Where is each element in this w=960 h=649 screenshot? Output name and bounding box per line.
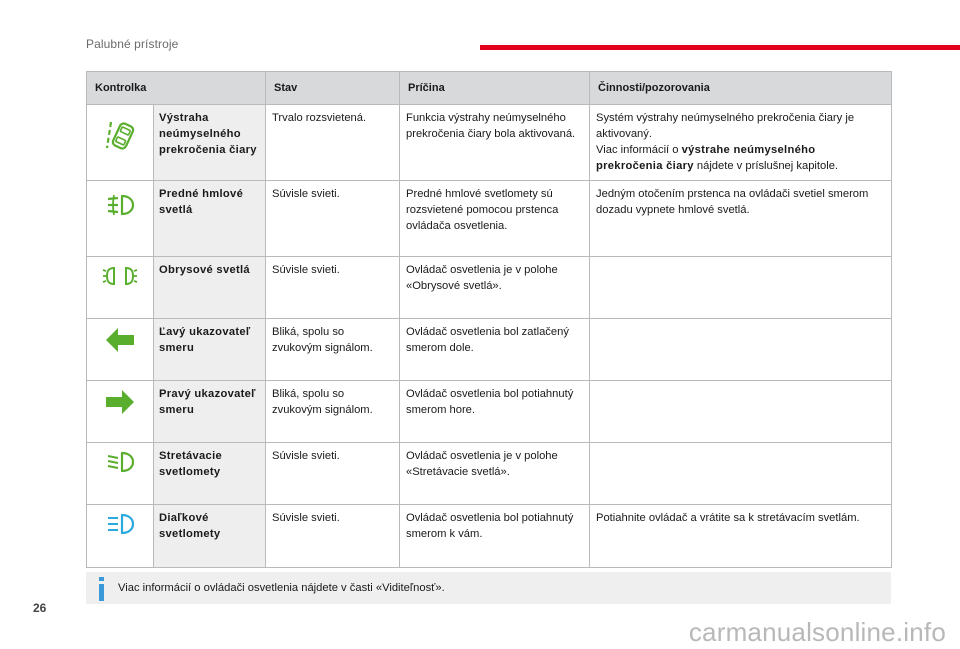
- table-row: [87, 105, 892, 181]
- indicator-state: Súvisle svieti.: [266, 181, 400, 257]
- left-turn-indicator-icon: [87, 319, 153, 361]
- table-row: [87, 505, 892, 568]
- icon-cell: [87, 257, 154, 319]
- indicator-name: Stretávacie svetlomety: [154, 443, 266, 505]
- indicator-action: [590, 105, 892, 181]
- table-row: [87, 443, 892, 505]
- table-header-row: [87, 72, 892, 105]
- column-header-stav: Stav: [266, 72, 400, 105]
- table-row: [87, 319, 892, 381]
- indicator-state: Bliká, spolu so zvukovým signálom.: [266, 319, 400, 381]
- icon-cell: [87, 505, 154, 568]
- sidelights-icon: [87, 257, 153, 295]
- indicator-name: Diaľkové svetlomety: [154, 505, 266, 568]
- front-fog-lights-icon: [87, 181, 153, 229]
- action-text-pre: Viac informácií o: [596, 144, 682, 156]
- indicator-cause: Ovládač osvetlenia je v polohe «Stretávacie svetlá».: [400, 443, 590, 505]
- indicator-action: Jedným otočením prstenca na ovládači svetiel smerom dozadu vypnete hmlové svetlá.: [590, 181, 892, 257]
- indicator-cause: Ovládač osvetlenia je v polohe «Obrysové svetlá».: [400, 257, 590, 319]
- indicator-action: [590, 381, 892, 443]
- action-text-post: nájdete v príslušnej kapitole.: [693, 160, 839, 172]
- indicator-action: [590, 443, 892, 505]
- icon-cell: [87, 319, 154, 381]
- dipped-beam-icon: [87, 443, 153, 481]
- section-title: Palubné prístroje: [86, 37, 179, 51]
- indicator-action: [590, 257, 892, 319]
- action-text-bold: výstrahe neúmyselného prekročenia čiary: [596, 144, 816, 172]
- icon-cell: [87, 105, 154, 181]
- table-row: [87, 181, 892, 257]
- indicator-state: Trvalo rozsvietená.: [266, 105, 400, 181]
- page-number: 26: [33, 601, 47, 615]
- indicator-name: Pravý ukazovateľ smeru: [154, 381, 266, 443]
- indicator-table: [86, 71, 892, 568]
- table-row: [87, 381, 892, 443]
- right-turn-indicator-icon: [87, 381, 153, 423]
- indicator-state: Súvisle svieti.: [266, 505, 400, 568]
- column-header-pricina: Príčina: [400, 72, 590, 105]
- icon-cell: [87, 181, 154, 257]
- icon-cell: [87, 443, 154, 505]
- indicator-cause: Ovládač osvetlenia bol zatlačený smerom dole.: [400, 319, 590, 381]
- main-beam-icon: [87, 505, 153, 543]
- indicator-action: Potiahnite ovládač a vrátite sa k stretávacím svetlám.: [590, 505, 892, 568]
- indicator-state: Súvisle svieti.: [266, 443, 400, 505]
- header-accent-bar: [480, 45, 960, 50]
- table-row: [87, 257, 892, 319]
- watermark: carmanualsonline.info: [688, 617, 946, 647]
- info-note-text: Viac informácií o ovládači osvetlenia nájdete v časti «Viditeľnosť».: [118, 582, 445, 594]
- indicator-name: Obrysové svetlá: [154, 257, 266, 319]
- indicator-action: [590, 319, 892, 381]
- icon-cell: [87, 381, 154, 443]
- action-text: Systém výstrahy neúmyselného prekročenia čiary je aktivovaný.: [596, 112, 855, 140]
- indicator-cause: Ovládač osvetlenia bol potiahnutý smerom hore.: [400, 381, 590, 443]
- column-header-kontrolka: Kontrolka: [87, 72, 266, 105]
- indicator-cause: Predné hmlové svetlomety sú rozsvietené pomocou prstenca ovládača osvetlenia.: [400, 181, 590, 257]
- indicator-cause: Ovládač osvetlenia bol potiahnutý smerom k vám.: [400, 505, 590, 568]
- indicator-name: Predné hmlové svetlá: [154, 181, 266, 257]
- indicator-state: Súvisle svieti.: [266, 257, 400, 319]
- column-header-cinnosti: Činnosti/pozorovania: [590, 72, 892, 105]
- indicator-cause: Funkcia výstrahy neúmyselného prekročenia čiary bola aktivovaná.: [400, 105, 590, 181]
- info-note: [86, 572, 891, 604]
- indicator-name: Výstraha neúmyselného prekročenia čiary: [154, 105, 266, 181]
- info-icon: [90, 572, 112, 604]
- indicator-state: Bliká, spolu so zvukovým signálom.: [266, 381, 400, 443]
- lane-departure-warning-icon: [87, 105, 153, 165]
- indicator-name: Ľavý ukazovateľ smeru: [154, 319, 266, 381]
